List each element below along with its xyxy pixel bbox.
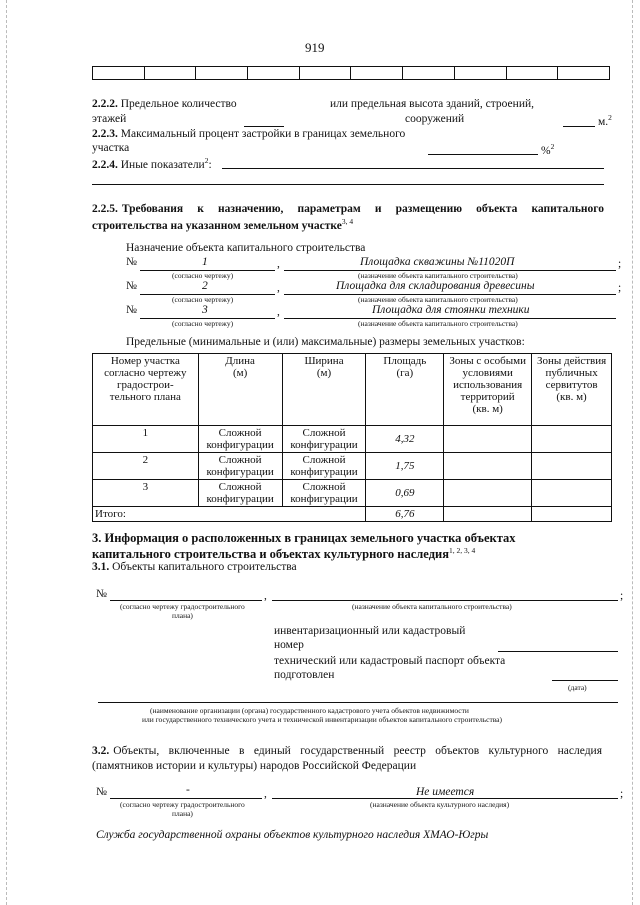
s224-field-1[interactable]: [222, 168, 604, 169]
s225-item3-caption-purpose: (назначение объекта капитального строительства): [358, 319, 518, 328]
s225-title-line1: [92, 203, 604, 215]
s222-floors-field[interactable]: [244, 126, 284, 127]
s31-caption-drawing-1: (согласно чертежу градостроительного: [120, 602, 245, 611]
s31-org-caption-2: или государственного технического учета и технической инвентаризации объектов капитального строительства): [142, 715, 503, 724]
s31-comma: ,: [264, 590, 267, 602]
s222-text-c: или предельная высота зданий, строений,: [330, 98, 535, 110]
s223-text-a: Максимальный процент застройки в границах земельного: [120, 128, 406, 140]
s222-footnote: 2: [608, 113, 612, 122]
footer-service-name: Служба государственной охраны объектов культурного наследия ХМАО-Югры: [96, 829, 489, 841]
s222-unit-text: м.: [598, 115, 609, 128]
s32-text2: (памятников истории и культуры) народов Российской Федерации: [92, 760, 417, 772]
s222-label: 2.2.2.: [92, 98, 118, 110]
s225-item1-comma: ,: [277, 258, 280, 270]
table-total-row: [93, 507, 612, 522]
s31-org-field[interactable]: [98, 702, 618, 703]
s223-unit-text: %: [541, 144, 551, 157]
page-edge-left: [6, 0, 7, 905]
s223-line1: [92, 128, 405, 140]
s223-unit: [541, 142, 554, 157]
total-area: 6,76: [366, 507, 444, 522]
plots-table: [92, 353, 612, 522]
total-servitudes: [532, 507, 612, 522]
s225-item2-caption-number: (согласно чертежу): [172, 295, 234, 304]
s222-text-a: Предельное количество: [120, 98, 237, 110]
s32-text1: Объекты, включенные в единый государственный реестр объектов культурного наследия: [113, 745, 602, 757]
s225-sizes-heading: Предельные (минимальные и (или) максимальные) размеры земельных участков:: [126, 336, 525, 348]
s225-purpose-heading: Назначение объекта капитального строительства: [126, 242, 366, 254]
s32-caption-name: (назначение объекта культурного наследия): [370, 800, 510, 809]
cell-width: Сложной конфигурации: [282, 453, 366, 480]
header-area: Площадь (га): [366, 354, 444, 426]
s32-line1: [92, 745, 602, 757]
s225-item1-end: ;: [618, 258, 622, 270]
s32-caption-drawing-2: плана): [172, 809, 193, 818]
s225-item2-prefix: №: [126, 280, 137, 292]
s225-item1-caption-purpose: (назначение объекта капитального строительства): [358, 271, 518, 280]
s225-item2-number: 2: [202, 280, 208, 292]
s31-passport-1: технический или кадастровый паспорт объекта: [274, 655, 506, 667]
cell-zones: [444, 480, 532, 507]
s31-date-caption: (дата): [568, 683, 587, 692]
header-length: Длина (м): [198, 354, 282, 426]
s225-title-text1: Требования к назначению, параметрам и размещению объекта капитального: [121, 203, 604, 215]
s223-text-b: участка: [92, 142, 130, 154]
page-edge-right: [632, 0, 633, 905]
s32-no-prefix: №: [96, 786, 107, 798]
s32-number-field[interactable]: [110, 798, 262, 799]
cell-width: Сложной конфигурации: [282, 480, 366, 507]
s225-item2-end: ;: [618, 282, 622, 294]
cell-servitudes: [532, 480, 612, 507]
header-cells-table: [92, 66, 610, 80]
s32-name-field[interactable]: [272, 798, 618, 799]
s224-text: Иные показатели: [120, 158, 205, 171]
s224-footnote: 2: [204, 156, 209, 165]
s3-title-text2: капитального строительства и объектах культурного наследия: [92, 547, 449, 562]
s225-title-line2: [92, 217, 353, 232]
s225-item3-comma: ,: [277, 306, 280, 318]
s3-footnote: 1, 2, 3, 4: [448, 546, 476, 555]
s32-caption-drawing-1: (согласно чертежу градостроительного: [120, 800, 245, 809]
cell-num: 3: [93, 480, 199, 507]
s3-title-line2: [92, 546, 475, 562]
s225-item1-purpose: Площадка скважины №11020П: [360, 256, 515, 268]
s32-semicolon: ;: [620, 788, 624, 800]
s31-inventory-2: номер: [274, 639, 304, 651]
s31-no-prefix: №: [96, 588, 107, 600]
s225-item2-purpose: Площадка для складирования древесины: [336, 280, 535, 292]
s225-item1-prefix: №: [126, 256, 137, 268]
s222-line1: [92, 98, 237, 110]
cell-servitudes: [532, 426, 612, 453]
cell-servitudes: [532, 453, 612, 480]
s31-purpose-field[interactable]: [272, 600, 618, 601]
s225-item2-caption-purpose: (назначение объекта капитального строительства): [358, 295, 518, 304]
table-row: [93, 480, 612, 507]
page-number: 919: [305, 40, 325, 55]
s222-unit: [598, 113, 612, 128]
cell-area: 1,75: [366, 453, 444, 480]
s224-label: 2.2.4.: [92, 158, 118, 171]
s31-passport-2: подготовлен: [274, 669, 335, 681]
s224-field-2[interactable]: [92, 184, 604, 185]
cell-length: Сложной конфигурации: [198, 480, 282, 507]
cell-num: 2: [93, 453, 199, 480]
s222-text-d: сооружений: [405, 113, 465, 125]
s225-item3-caption-number: (согласно чертежу): [172, 319, 234, 328]
s32-label: 3.2.: [92, 745, 110, 757]
s225-footnote: 3, 4: [341, 217, 354, 226]
s3-title-line1: 3. Информация о расположенных в границах земельного участка объектах: [92, 531, 516, 545]
cell-length: Сложной конфигурации: [198, 426, 282, 453]
s31-text: Объекты капитального строительства: [112, 561, 297, 573]
total-zones: [444, 507, 532, 522]
cell-length: Сложной конфигурации: [198, 453, 282, 480]
s225-label: 2.2.5.: [92, 203, 118, 215]
cell-zones: [444, 453, 532, 480]
s31-date-field[interactable]: [552, 680, 618, 681]
header-servitude-zones: Зоны действия публичных сервитутов (кв. м): [532, 354, 612, 426]
s31-number-field[interactable]: [110, 600, 262, 601]
s223-label: 2.2.3.: [92, 128, 118, 140]
cell-num: 1: [93, 426, 199, 453]
s32-value: Не имеется: [416, 786, 475, 798]
cell-area: 0,69: [366, 480, 444, 507]
s225-title-text2: строительства на указанном земельном участке: [92, 219, 342, 232]
s31-caption-purpose: (назначение объекта капитального строительства): [352, 602, 512, 611]
header-special-zones: Зоны с особыми условиями использования территорий (кв. м): [444, 354, 532, 426]
s225-item1-caption-number: (согласно чертежу): [172, 271, 234, 280]
s225-item3-purpose: Площадка для стоянки техники: [372, 304, 530, 316]
table-row: [93, 453, 612, 480]
s32-comma: ,: [264, 788, 267, 800]
s225-item2-comma: ,: [277, 282, 280, 294]
cell-zones: [444, 426, 532, 453]
cell-width: Сложной конфигурации: [282, 426, 366, 453]
s32-number: -: [186, 784, 190, 796]
s224-line: 2.2.4. Иные показатели$^2$:: [92, 156, 212, 171]
s225-item1-number: 1: [202, 256, 208, 268]
total-label: Итого:: [93, 507, 366, 522]
s31-caption-drawing-2: плана): [172, 611, 193, 620]
s222-text-b: этажей: [92, 113, 127, 125]
s225-item3-prefix: №: [126, 304, 137, 316]
s225-item3-number: 3: [202, 304, 208, 316]
header-width: Ширина (м): [282, 354, 366, 426]
s31-inventory-1: инвентаризационный или кадастровый: [274, 625, 466, 637]
s31-org-caption-1: (наименование организации (органа) государственного кадастрового учета объектов недвижимости: [150, 706, 469, 715]
header-plot-number: Номер участка согласно чертежу градострои- тельного плана: [93, 354, 199, 426]
s31-label: 3.1.: [92, 561, 110, 573]
s223-percent-field[interactable]: [428, 154, 538, 155]
table-row: [93, 426, 612, 453]
plots-table-header-row: [93, 354, 612, 426]
s31-line: [92, 561, 297, 573]
s31-semicolon: ;: [620, 590, 624, 602]
cell-area: 4,32: [366, 426, 444, 453]
s222-height-field[interactable]: [563, 126, 595, 127]
s31-inventory-field[interactable]: [498, 651, 618, 652]
s223-footnote: 2: [550, 142, 555, 151]
